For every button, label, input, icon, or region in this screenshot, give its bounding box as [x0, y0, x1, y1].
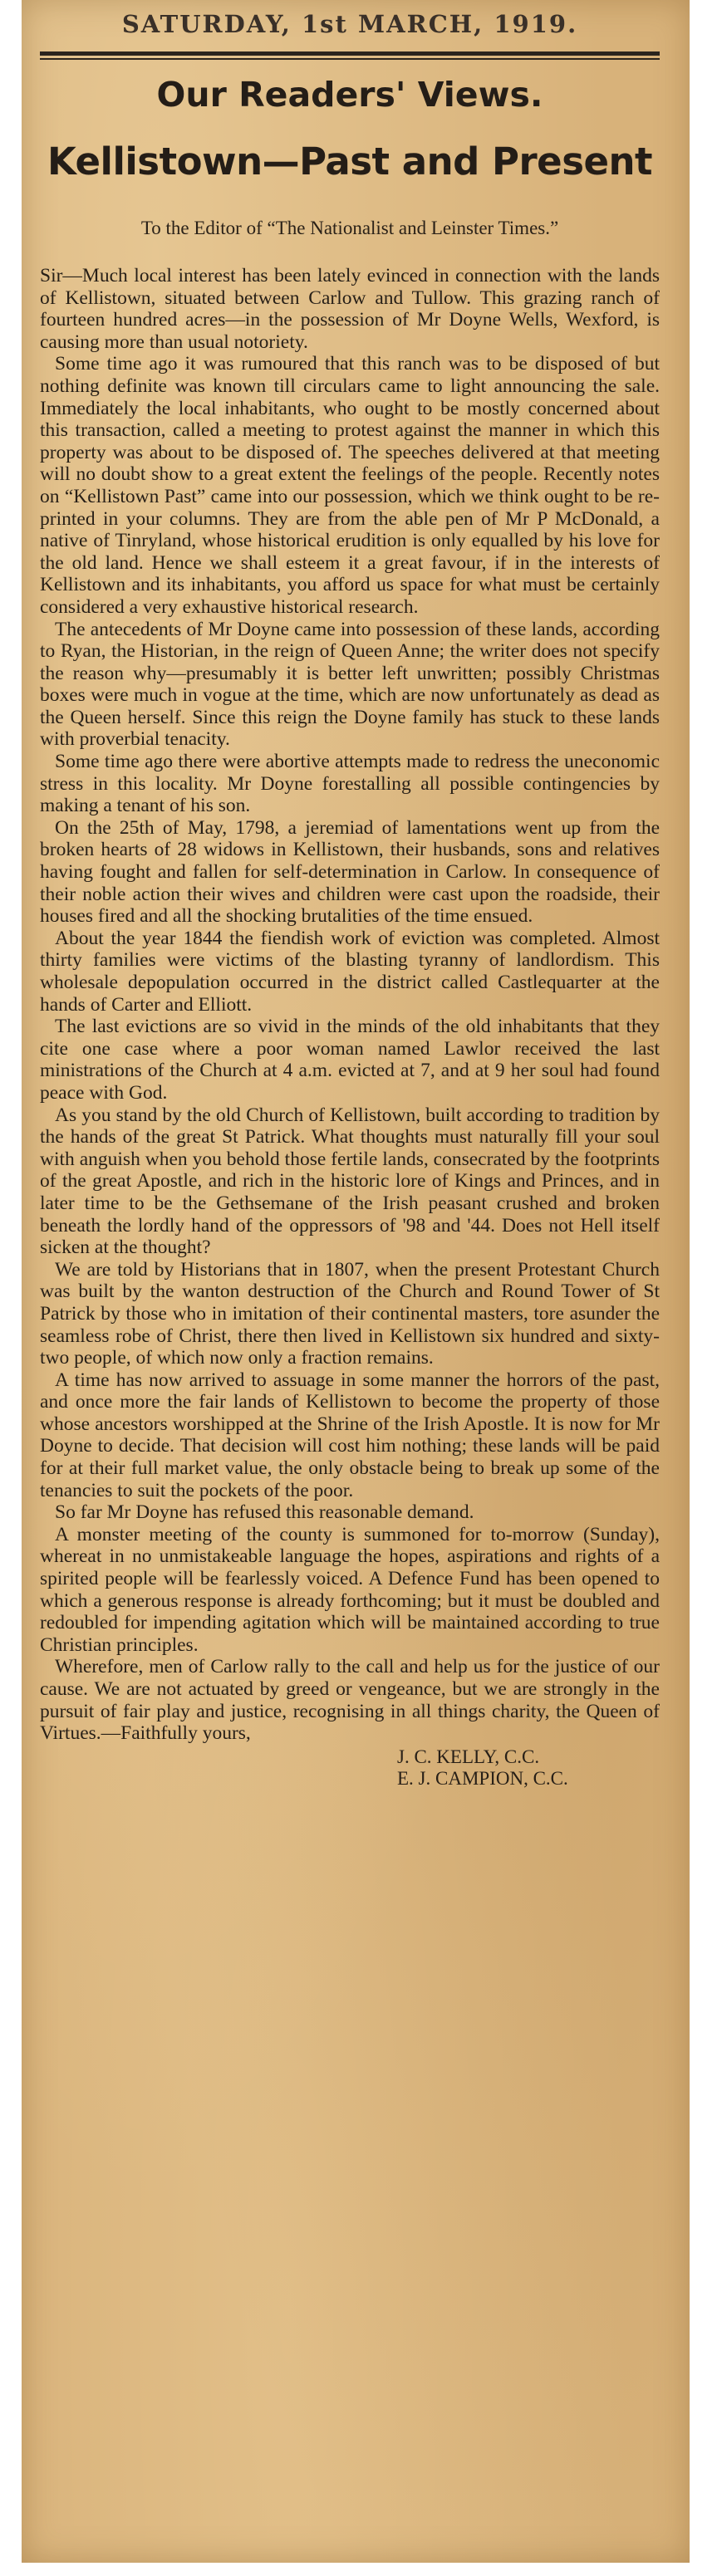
signatories — [40, 1746, 660, 1790]
paragraph: The last evictions are so vivid in the minds of the old inhabitants that they cite one case where a poor woman named Lawlor received the last ministrations of the Church at 4 a.m. evicted at 7, and at 9 her soul had found peace with God. — [40, 1016, 660, 1104]
letter-body — [40, 265, 660, 1745]
dateline: SATURDAY, 1st MARCH, 1919. — [121, 10, 578, 38]
rule-thin — [40, 58, 660, 60]
signatory: J. C. KELLY, C.C. — [397, 1746, 540, 1767]
rule-thick — [40, 51, 660, 56]
paragraph: The antecedents of Mr Doyne came into possession of these lands, according to Ryan, the Historian, in the reign of Queen Anne; the writer does not specify the reason why—presumably it is better left unwritten; possibly Christmas boxes were much in vogue at the time, which are now unfortunately as dead as the Queen herself. Since this reign the Doyne family has stuck to these lands with proverbial tenacity. — [40, 618, 660, 751]
paragraph: As you stand by the old Church of Kellistown, built according to tradition by the hands of the great St Patrick. What thoughts must naturally fill your soul with anguish when you behold those fertile lands, consecrated by the footprints of the great Apostle, and rich in the historic lore of Kings and Princes, and in later time to be the Gethsemane of the Irish peasant crushed and broken beneath the lordly hand of the oppressors of '98 and '44. Does not Hell itself sicken at the thought? — [40, 1104, 660, 1259]
paragraph: A time has now arrived to assuage in some manner the horrors of the past, and once more the fair lands of Kellistown to become the property of those whose ancestors worshipped at the Shrine of the Irish Apostle. It is now for Mr Doyne to decide. That decision will cost him nothing; these lands will be paid for at their full market value, the only obstacle being to break up some of the tenancies to suit the pockets of the poor. — [40, 1369, 660, 1501]
paragraph: About the year 1844 the fiendish work of eviction was completed. Almost thirty families were victims of the blasting tyranny of landlordism. This wholesale depopulation occurred in the district called Castlequarter at the hands of Carter and Elliott. — [40, 927, 660, 1016]
paragraph: Sir—Much local interest has been lately evinced in connection with the lands of Kellistown, situated between Carlow and Tullow. This grazing ranch of fourteen hundred acres—in the possession of Mr Doyne Wells, Wexford, is causing more than usual notoriety. — [40, 265, 660, 353]
paragraph: We are told by Historians that in 1807, when the present Protestant Church was built by the wanton destruction of the Church and Round Tower of St Patrick by those who in imitation of their continental masters, tore asunder the seamless robe of Christ, there then lived in Kellistown six hundred and sixty-two people, of which now only a fraction remains. — [40, 1258, 660, 1369]
section-heading: Our Readers' Views. — [156, 75, 543, 115]
paragraph: A monster meeting of the county is summoned for to-morrow (Sunday), whereat in no unmistakeable language the hopes, aspirations and rights of a spirited people will be fearlessly voiced. A Defence Fund has been opened to which a generous response is already forthcoming; but it must be doubled and redoubled for impending agitation which will be maintained according to true Christian principles. — [40, 1523, 660, 1656]
paragraph: Some time ago it was rumoured that this ranch was to be disposed of but nothing definite was known till circulars came to light announcing the sale. Immediately the local inhabitants, who ought to be mostly concerned about this transaction, called a meeting to protest against the manner in which this property was about to be disposed of. The speeches delivered at that meeting will no doubt show to a great extent the feelings of the people. Recently notes on “Kellistown Past” came into our possession, which we think ought to be re-printed in your columns. They are from the able pen of Mr P McDonald, a native of Tinryland, whose historical erudition is only equalled by his love for the old land. Hence we shall esteem it a great favour, if in the interests of Kellistown and its inhabitants, you afford us space for what must be certainly considered a very exhaustive historical research. — [40, 353, 660, 618]
article-headline: Kellistown—Past and Present — [47, 140, 653, 184]
to-editor-line: To the Editor of “The Nationalist and Leinster Times.” — [140, 218, 559, 238]
paragraph: Wherefore, men of Carlow rally to the call and help us for the justice of our cause. We are not actuated by greed or vengeance, but we are strongly in the pursuit of fair play and justice, recognising in all things charity, the Queen of Virtues.—Faithfully yours, — [40, 1656, 660, 1745]
signatory: E. J. CAMPION, C.C. — [397, 1767, 568, 1789]
paragraph: So far Mr Doyne has refused this reasonable demand. — [55, 1501, 474, 1524]
paragraph: Some time ago there were abortive attempts made to redress the uneconomic stress in this locality. Mr Doyne forestalling all possible contingencies by making a tenant of his son. — [40, 751, 660, 817]
newspaper-clipping — [22, 0, 690, 2563]
paragraph: On the 25th of May, 1798, a jeremiad of lamentations went up from the broken hearts of 28 widows in Kellistown, their husbands, sons and relatives having fought and fallen for self-determination in Carlow. In consequence of their noble action their wives and children were cast upon the roadside, their houses fired and all the shocking brutalities of the time ensued. — [40, 816, 660, 928]
